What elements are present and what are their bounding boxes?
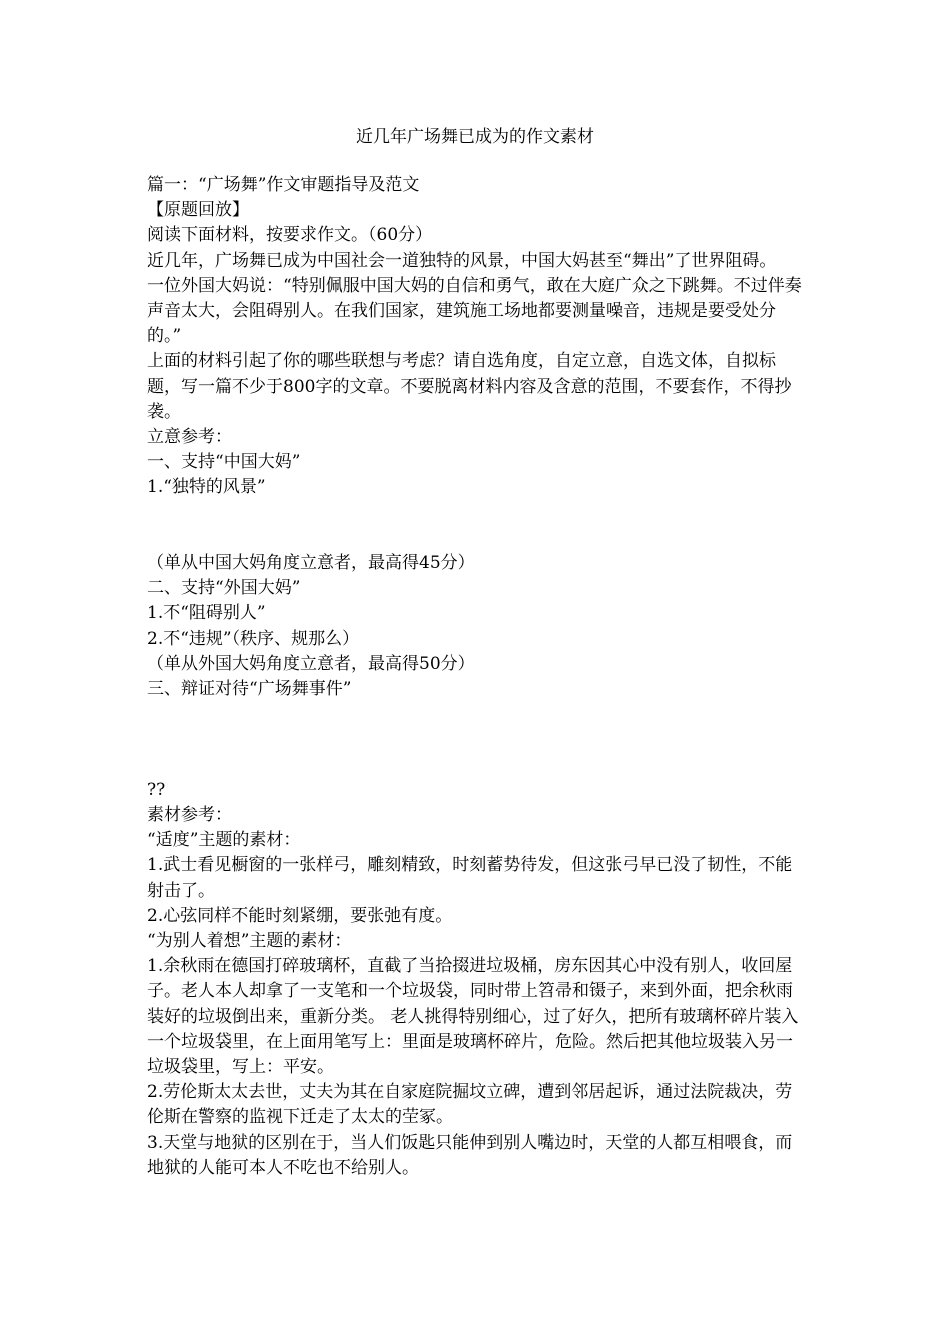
list-item: 2.劳伦斯太太去世，丈夫为其在自家庭院掘坟立碑，遭到邻居起诉，通过法院裁决，劳伦斯在警察的监视下迁走了太太的茔冢。	[147, 1082, 793, 1128]
subheading: 素材参考：	[147, 805, 232, 826]
topic-heading: “适度”主题的素材：	[147, 830, 301, 851]
topic-heading: “为别人着想”主题的素材：	[147, 931, 352, 952]
list-item: 1.武士看见橱窗的一张样弓，雕刻精致，时刻蓄势待发，但这张弓早已没了韧性，不能射击了。	[147, 855, 793, 901]
score-note: （单从中国大妈角度立意者，最高得45分）	[147, 553, 475, 574]
score-note: （单从外国大妈角度立意者，最高得50分）	[147, 653, 475, 674]
list-heading: 三、辩证对待“广场舞事件”	[147, 679, 352, 700]
list-heading: 一、支持“中国大妈”	[147, 452, 301, 473]
list-item: 2.不“违规”（秩序、规那么）	[147, 628, 360, 649]
list-item: 1.“独特的风景”	[147, 477, 266, 498]
section-heading: 篇一：“广场舞”作文审题指导及范文	[147, 175, 420, 195]
paragraph: 阅读下面材料，按要求作文。（60分）	[147, 225, 433, 246]
list-item: 1.余秋雨在德国打碎玻璃杯，直截了当拾掇进垃圾桶，房东因其心中没有别人，收回屋子。老人本人却拿了一支笔和一个垃圾袋，同时带上笤帚和镊子，来到外面，把余秋雨装好的垃圾倒出来，重新分类。 老人挑得特别细心，过了好久，把所有玻璃杯碎片装入一个垃圾袋里，在上面用笔写上：里面是玻璃杯碎片，危险。然后把其他垃圾装入另一垃圾袋里，写上：平安。	[147, 956, 799, 1078]
list-item: 2.心弦同样不能时刻紧绷，要张弛有度。	[147, 905, 453, 926]
document-title: 近几年广场舞已成为的作文素材	[356, 127, 594, 147]
list-heading: 二、支持“外国大妈”	[147, 578, 301, 599]
blank-space	[147, 501, 807, 551]
document-body	[147, 173, 807, 1181]
blank-space	[147, 702, 807, 778]
paragraph: 一位外国大妈说：“特别佩服中国大妈的自信和勇气，敢在大庭广众之下跳舞。不过伴奏声音太大，会阻碍别人。在我们国家，建筑施工场地都要测量噪音，违规是要受处分的。”	[147, 275, 802, 347]
list-item: 1.不“阻碍别人”	[147, 603, 266, 624]
paragraph: 上面的材料引起了你的哪些联想与考虑？请自选角度，自定立意，自选文体，自拟标题，写一篇不少于800字的文章。不要脱离材料内容及含意的范围，不要套作，不得抄袭。	[147, 351, 792, 422]
bracket-heading: 【原题回放】	[147, 200, 249, 221]
subheading: 立意参考：	[147, 427, 232, 448]
list-item: 3.天堂与地狱的区别在于，当人们饭匙只能伸到别人嘴边时，天堂的人都互相喂食，而地狱的人能可本人不吃也不给别人。	[147, 1132, 793, 1178]
paragraph: 近几年，广场舞已成为中国社会一道独特的风景，中国大妈甚至“舞出”了世界阻碍。	[147, 250, 777, 271]
placeholder-marks: ??	[147, 779, 166, 800]
